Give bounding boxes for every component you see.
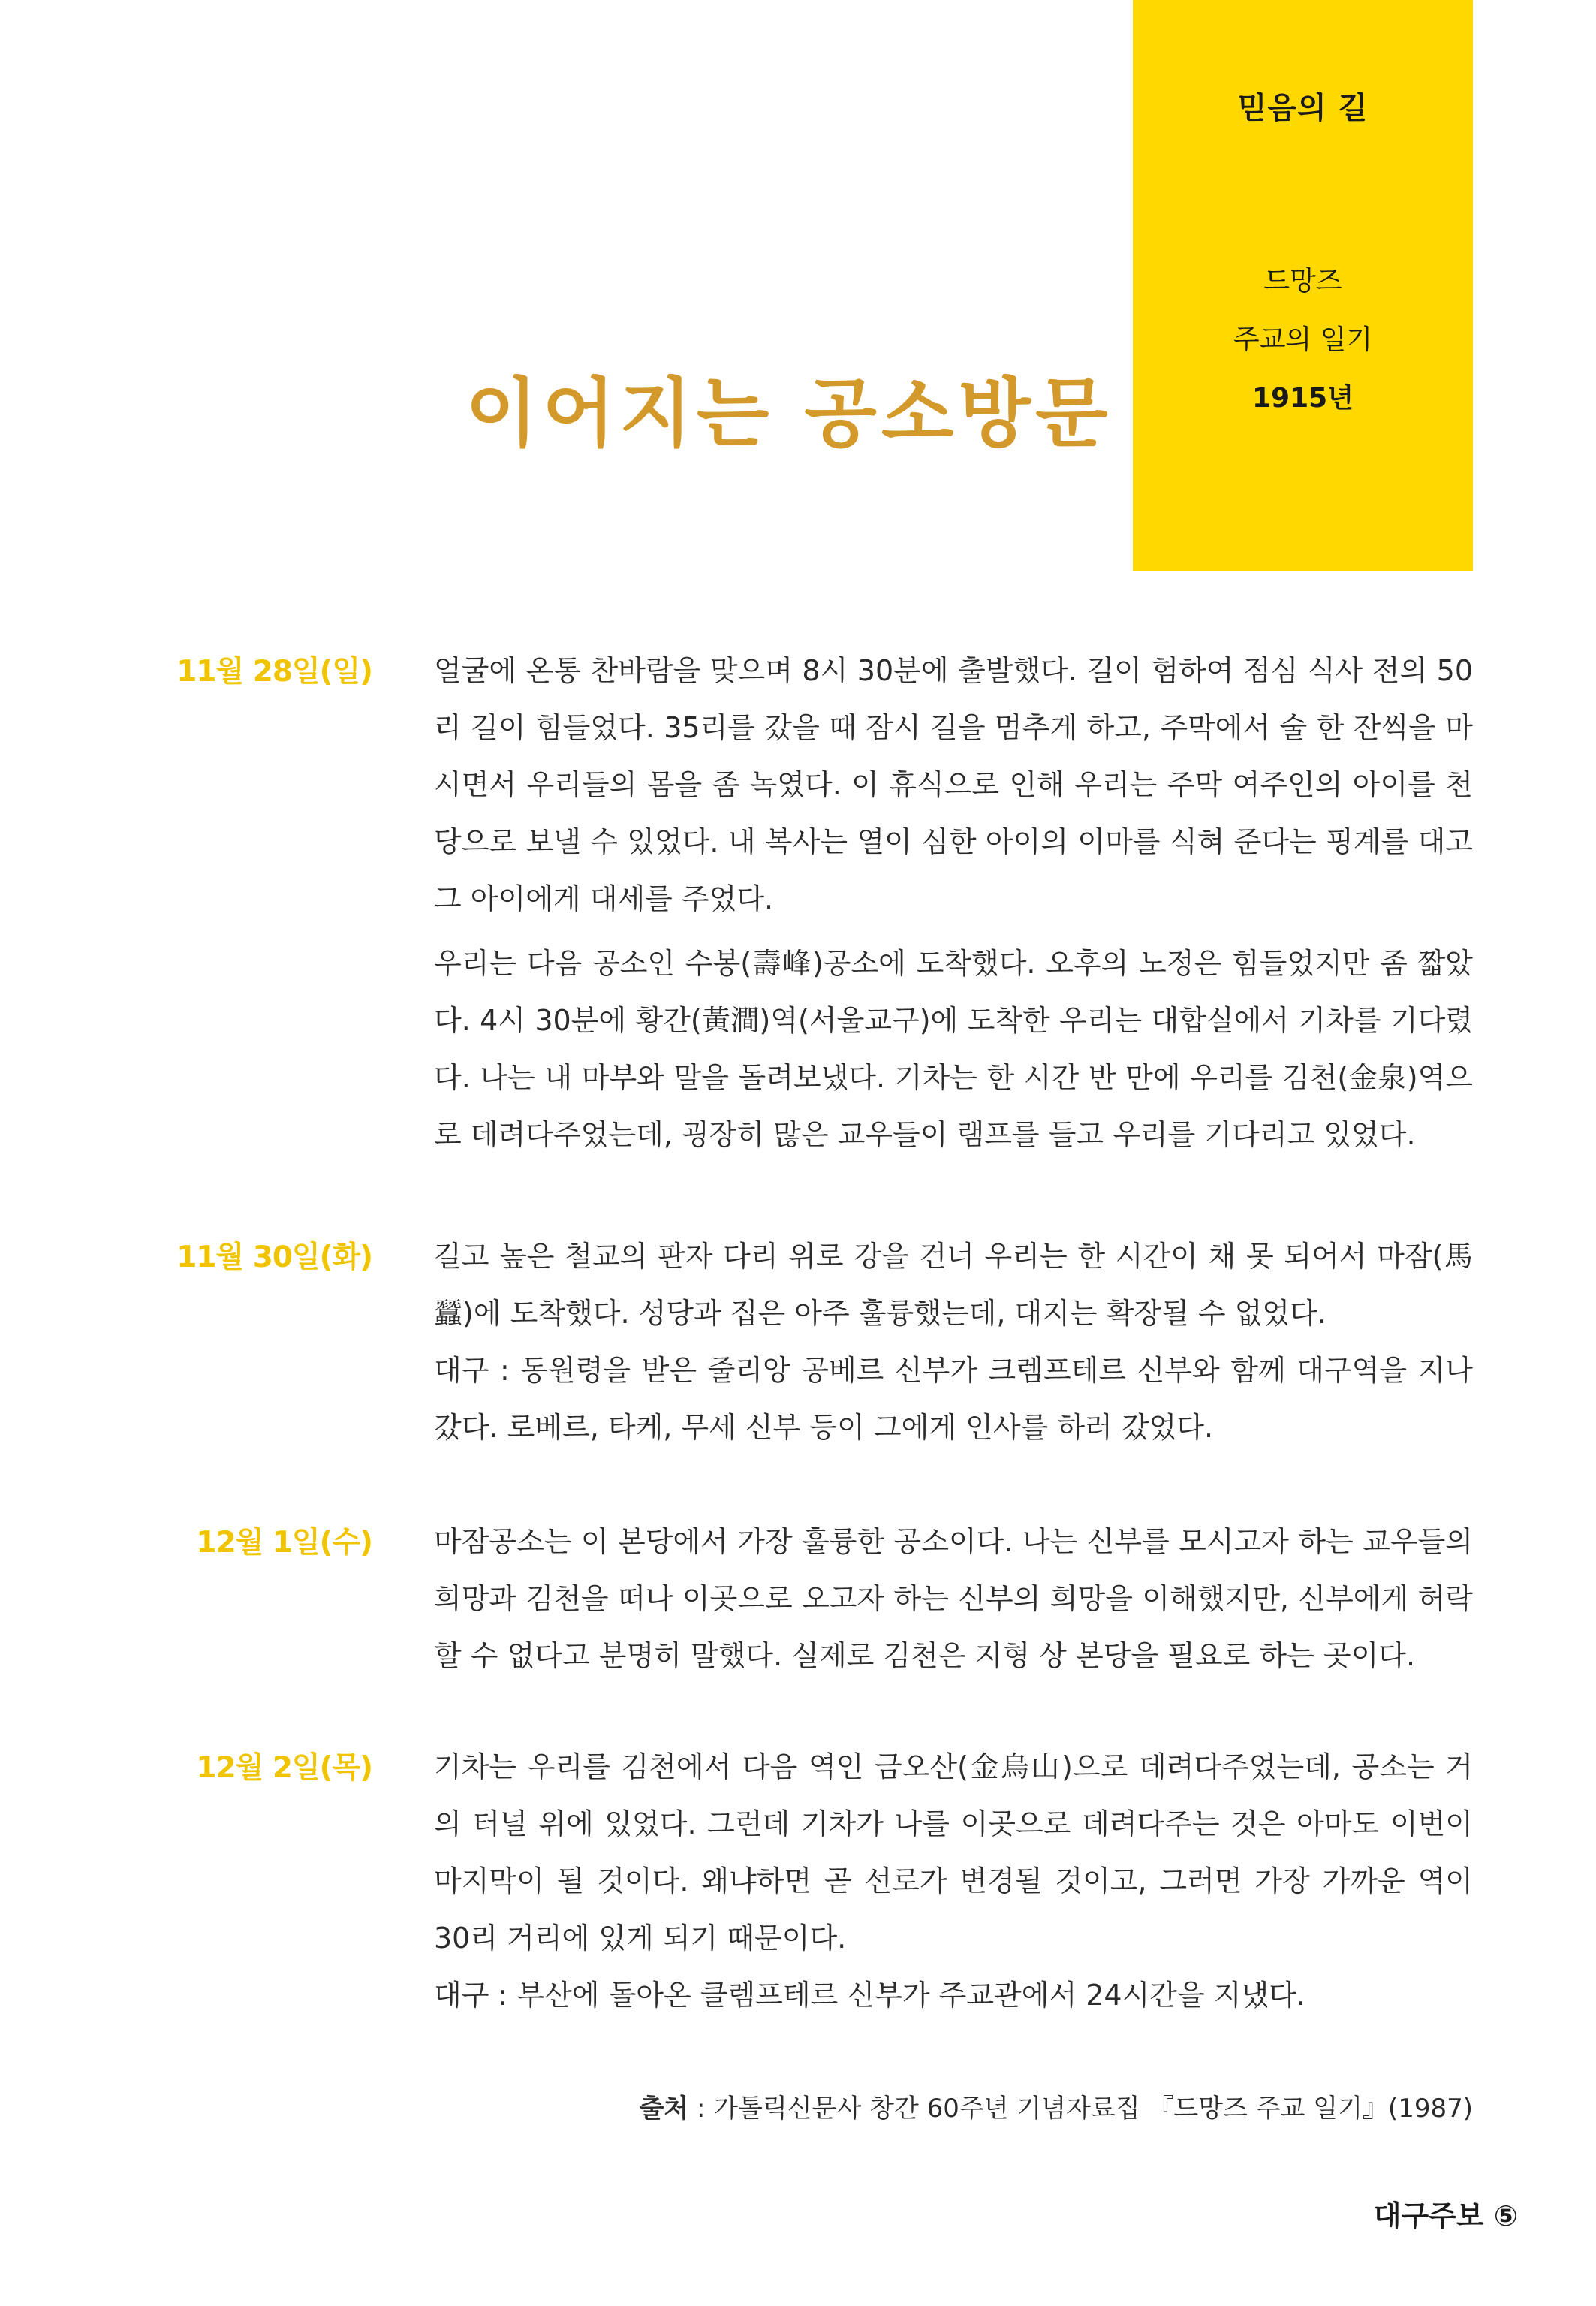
entry-paragraph: 얼굴에 온통 찬바람을 맞으며 8시 30분에 출발했다. 길이 험하여 점심 식사 전의 50리 길이 힘들었다. 35리를 갔을 때 잠시 길을 멈추게 하고, 주막에서 술 한 잔씩을 마시면서 우리들의 몸을 좀 녹였다. 이 휴식으로 인해 우리는 주막 여주인의 아이를 천당으로 보낼 수 있었다. 내 복사는 열이 심한 아이의 이마를 식혀 준다는 핑계를 대고 그 아이에게 대세를 주었다. <box>434 654 1473 915</box>
publication-name: 대구주보 <box>1373 2199 1484 2232</box>
entry-date: 11월 30일(화) <box>176 1240 372 1274</box>
page-footer <box>1374 2193 1518 2234</box>
entry-date: 12월 1일(수) <box>196 1526 372 1560</box>
series-label: 믿음의 길 <box>1237 91 1369 125</box>
source-citation <box>639 2087 1473 2124</box>
source-label: 출처 <box>639 2093 689 2124</box>
entry-paragraph: 길고 높은 철교의 판자 다리 위로 강을 건너 우리는 한 시간이 채 못 되어서 마잠(馬蠶)에 도착했다. 성당과 집은 아주 훌륭했는데, 대지는 확장될 수 없었다. <box>434 1240 1473 1330</box>
page-title: 이어지는 공소방문 <box>465 369 1113 457</box>
entry-body <box>434 1738 1473 2024</box>
entry-body <box>434 642 1473 1163</box>
entry-body <box>434 1513 1473 1684</box>
entry-date: 12월 2일(목) <box>196 1751 372 1785</box>
entry-paragraph: 대구 : 부산에 돌아온 클렘프테르 신부가 주교관에서 24시간을 지냈다. <box>434 1979 1305 2012</box>
entry-body <box>434 1228 1473 1456</box>
entry-paragraph: 대구 : 동원령을 받은 줄리앙 공베르 신부가 크렘프테르 신부와 함께 대구역을 지나갔다. 로베르, 타케, 무세 신부 등이 그에게 인사를 하러 갔었다. <box>434 1354 1473 1444</box>
diary-meta <box>1133 252 1473 428</box>
diary-title: 주교의 일기 <box>1233 324 1373 355</box>
diary-author: 드망즈 <box>1263 266 1342 297</box>
source-text: : 가톨릭신문사 창간 60주년 기념자료집 『드망즈 주교 일기』(1987) <box>688 2093 1473 2124</box>
page-number: ⑤ <box>1493 2199 1518 2232</box>
diary-year: 1915년 <box>1252 383 1354 414</box>
entry-paragraph: 기차는 우리를 김천에서 다음 역인 금오산(金烏山)으로 데려다주었는데, 공소는 거의 터널 위에 있었다. 그런데 기차가 나를 이곳으로 데려다주는 것은 아마도 이번이 마지막이 될 것이다. 왜냐하면 곧 선로가 변경될 것이고, 그러면 가장 가까운 역이 30리 거리에 있게 되기 때문이다. <box>434 1750 1473 1955</box>
entry-paragraph: 우리는 다음 공소인 수봉(壽峰)공소에 도착했다. 오후의 노정은 힘들었지만 좀 짧았다. 4시 30분에 황간(黃澗)역(서울교구)에 도착한 우리는 대합실에서 기차를 기다렸다. 나는 내 마부와 말을 돌려보냈다. 기차는 한 시간 반 만에 우리를 김천(金泉)역으로 데려다주었는데, 굉장히 많은 교우들이 램프를 들고 우리를 기다리고 있었다. <box>434 947 1473 1151</box>
entry-date: 11월 28일(일) <box>176 655 372 689</box>
entry-paragraph: 마잠공소는 이 본당에서 가장 훌륭한 공소이다. 나는 신부를 모시고자 하는 교우들의 희망과 김천을 떠나 이곳으로 오고자 하는 신부의 희망을 이해했지만, 신부에게 허락할 수 없다고 분명히 말했다. 실제로 김천은 지형 상 본당을 필요로 하는 곳이다. <box>434 1525 1473 1672</box>
